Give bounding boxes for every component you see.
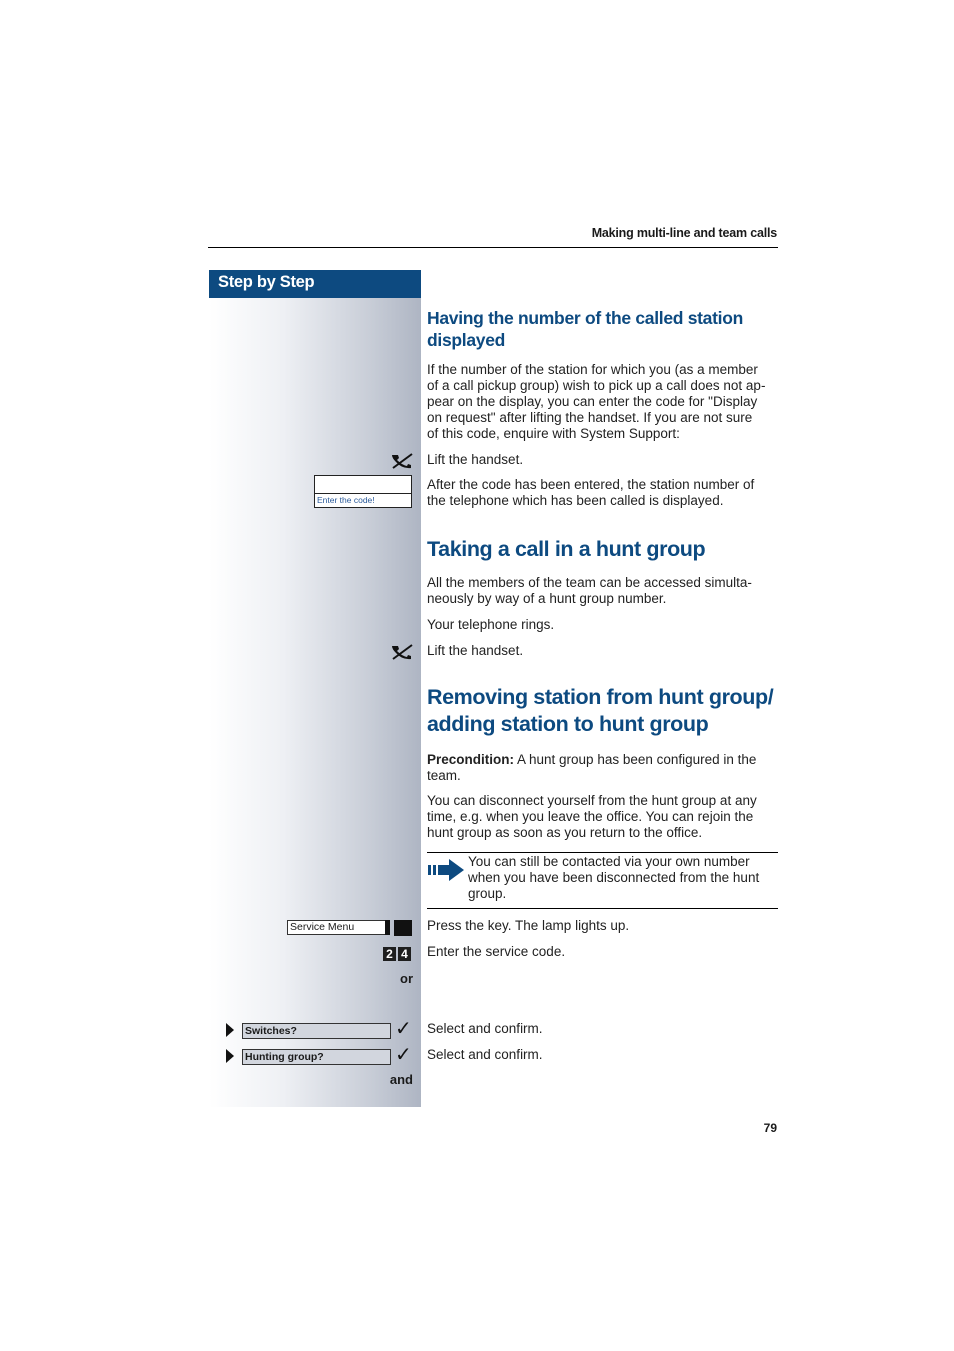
service-menu-key[interactable] xyxy=(394,920,412,936)
precondition-label: Precondition: xyxy=(427,752,514,767)
text-line: team. xyxy=(427,768,461,783)
heading-line: adding station to hunt group xyxy=(427,712,709,736)
select-confirm-text: Select and confirm. xyxy=(427,1021,543,1036)
page-number: 79 xyxy=(763,1121,777,1135)
precondition xyxy=(427,752,779,784)
heading-line: Removing station from hunt group/ xyxy=(427,685,774,709)
press-key-text: Press the key. The lamp lights up. xyxy=(427,918,630,933)
step-by-step-label: Step by Step xyxy=(218,273,315,291)
heading-line: displayed xyxy=(427,330,506,350)
text-line: the telephone which has been called is displayed. xyxy=(427,493,724,508)
text-line: on request" after lifting the handset. If you are not sure xyxy=(427,410,753,425)
enter-code-text: Enter the service code. xyxy=(427,944,566,959)
text-line: A hunt group has been configured in the xyxy=(514,752,757,767)
display-prompt: Enter the code! xyxy=(317,495,375,505)
handset-icon xyxy=(390,643,414,661)
key-4[interactable]: 4 xyxy=(398,947,411,961)
text-line: If the number of the station for which you (as a member xyxy=(427,362,758,377)
confirm-check-icon[interactable]: ✓ xyxy=(395,1044,412,1066)
display-divider xyxy=(315,493,411,494)
lift-handset-text: Lift the handset. xyxy=(427,452,524,467)
heading-line: Having the number of the called station xyxy=(427,308,743,328)
telephone-rings-text: Your telephone rings. xyxy=(427,617,555,632)
text-line: All the members of the team can be accessed simulta- xyxy=(427,575,752,590)
text-line: of this code, enquire with System Support: xyxy=(427,426,680,441)
text-line: neously by way of a hunt group number. xyxy=(427,591,667,606)
text-line: You can still be contacted via your own number xyxy=(468,854,750,869)
section-heading-display-number xyxy=(427,307,779,351)
select-arrow-icon[interactable] xyxy=(226,1023,234,1037)
text-line: of a call pickup group) wish to pick up a call does not ap- xyxy=(427,378,766,393)
text-line: pear on the display, you can enter the code for "Display xyxy=(427,394,758,409)
text-line: You can disconnect yourself from the hunt group at any xyxy=(427,793,757,808)
section1-intro xyxy=(427,362,779,442)
section3-disconnect xyxy=(427,793,779,841)
text-line: After the code has been entered, the station number of xyxy=(427,477,755,492)
section-heading-hunt-group: Taking a call in a hunt group xyxy=(427,537,706,561)
text-line: time, e.g. when you leave the office. You can rejoin the xyxy=(427,809,754,824)
note-rule-bottom xyxy=(427,908,778,909)
section1-after xyxy=(427,477,779,509)
menu-item-hunting-group[interactable]: Hunting group? xyxy=(242,1049,391,1065)
or-label: or xyxy=(400,971,413,986)
service-menu-label: Service Menu xyxy=(287,920,390,935)
section2-intro xyxy=(427,575,779,607)
running-header: Making multi-line and team calls xyxy=(591,226,777,240)
menu-item-switches[interactable]: Switches? xyxy=(242,1023,391,1039)
text-line: group. xyxy=(468,886,507,901)
text-line: hunt group as soon as you return to the office. xyxy=(427,825,703,840)
service-menu-lamp xyxy=(385,920,390,935)
phone-display xyxy=(314,475,412,508)
note-text xyxy=(468,854,778,902)
note-rule-top xyxy=(427,852,778,853)
header-rule xyxy=(208,247,778,248)
and-label: and xyxy=(389,1072,413,1087)
handset-icon xyxy=(390,452,414,470)
select-confirm-text: Select and confirm. xyxy=(427,1047,543,1062)
select-arrow-icon[interactable] xyxy=(226,1049,234,1063)
confirm-check-icon[interactable]: ✓ xyxy=(395,1018,412,1040)
note-arrow-icon xyxy=(427,857,465,883)
lift-handset-text: Lift the handset. xyxy=(427,643,524,658)
text-line: when you have been disconnected from the hunt xyxy=(468,870,760,885)
key-2[interactable]: 2 xyxy=(383,947,396,961)
section-heading-remove-add xyxy=(427,684,779,738)
